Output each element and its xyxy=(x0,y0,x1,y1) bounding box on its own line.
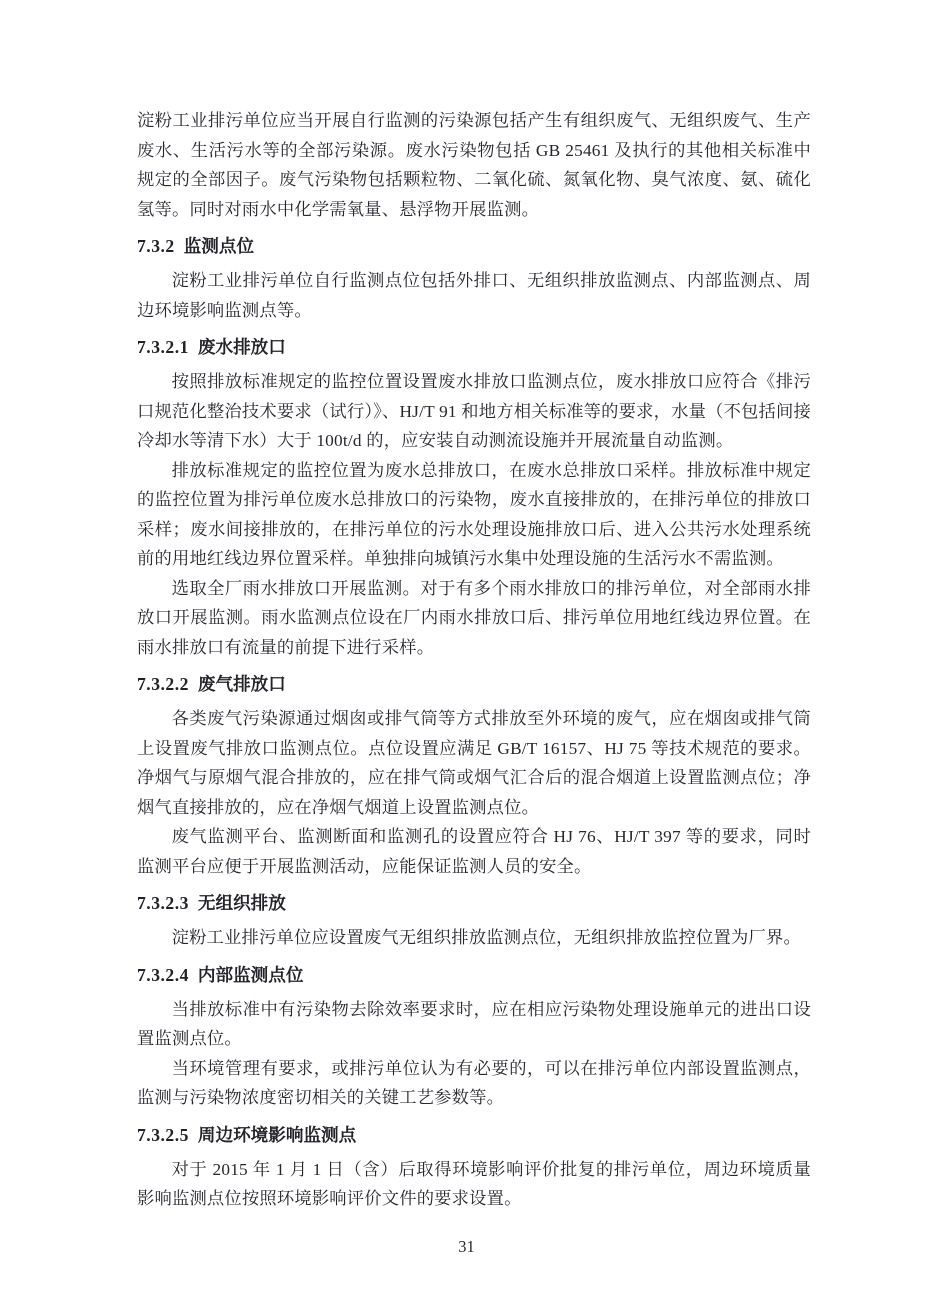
paragraph: 当排放标准中有污染物去除效率要求时，应在相应污染物处理设施单元的进出口设置监测点位。 xyxy=(137,999,811,1048)
paragraph: 排放标准规定的监控位置为废水总排放口，在废水总排放口采样。排放标准中规定的监控位置为排污单位废水总排放口的污染物，废水直接排放的，在排污单位的排放口采样；废水间接排放的，在排污单位的污水处理设施排放口后、进入公共污水处理系统前的用地红线边界位置采样。单独排向城镇污水集中处理设施的生活污水不需监测。 xyxy=(137,460,811,568)
page-number: 31 xyxy=(458,1237,475,1256)
section-heading-7-3-2-5 xyxy=(137,1122,811,1148)
intro-paragraph: 淀粉工业排污单位应当开展自行监测的污染源包括产生有组织废气、无组织废气、生产废水、生活污水等的全部污染源。废水污染物包括 GB 25461 及执行的其他相关标准中规定的全部因子。废气污染物包括颗粒物、二氧化硫、氮氧化物、臭气浓度、氨、硫化氢等。同时对雨水中化学需氧量、悬浮物开展监测。 xyxy=(137,111,811,219)
section-title: 周边环境影响监测点 xyxy=(197,1124,357,1145)
document-content xyxy=(137,106,811,1214)
paragraph: 淀粉工业排污单位应设置废气无组织排放监测点位，无组织排放监控位置为厂界。 xyxy=(171,928,801,947)
section-title: 废气排放口 xyxy=(197,674,286,694)
section-number: 7.3.2.2 xyxy=(137,674,189,694)
section-number: 7.3.2.4 xyxy=(137,964,189,985)
paragraph: 当环境管理有要求，或排污单位认为有必要的，可以在排污单位内部设置监测点，监测与污染物浓度密切相关的关键工艺参数等。 xyxy=(137,1058,811,1107)
section-heading-7-3-2 xyxy=(137,233,811,259)
section-heading-7-3-2-4 xyxy=(137,962,811,988)
page-footer xyxy=(0,1236,933,1258)
section-heading-7-3-2-2 xyxy=(137,671,811,697)
paragraph: 淀粉工业排污单位自行监测点位包括外排口、无组织排放监测点、内部监测点、周边环境影响监测点等。 xyxy=(137,271,811,320)
paragraph: 对于 2015 年 1 月 1 日（含）后取得环境影响评价批复的排污单位，周边环境质量影响监测点位按照环境影响评价文件的要求设置。 xyxy=(137,1159,811,1208)
section-title: 废水排放口 xyxy=(197,337,286,357)
section-number: 7.3.2.1 xyxy=(137,337,189,357)
section-title: 监测点位 xyxy=(183,236,255,256)
section-heading-7-3-2-3 xyxy=(137,890,811,916)
paragraph: 废气监测平台、监测断面和监测孔的设置应符合 HJ 76、HJ/T 397 等的要求，同时监测平台应便于开展监测活动，应能保证监测人员的安全。 xyxy=(137,827,811,876)
section-title: 内部监测点位 xyxy=(197,964,304,985)
paragraph: 选取全厂雨水排放口开展监测。对于有多个雨水排放口的排污单位，对全部雨水排放口开展监测。雨水监测点位设在厂内雨水排放口后、排污单位用地红线边界位置。在雨水排放口有流量的前提下进行采样。 xyxy=(137,578,811,657)
section-number: 7.3.2.3 xyxy=(137,893,189,913)
section-number: 7.3.2 xyxy=(137,236,175,256)
section-number: 7.3.2.5 xyxy=(137,1124,189,1145)
paragraph: 各类废气污染源通过烟囱或排气筒等方式排放至外环境的废气，应在烟囱或排气筒上设置废气排放口监测点位。点位设置应满足 GB/T 16157、HJ 75 等技术规范的要求。净烟气与原烟气混合排放的，应在排气筒或烟气汇合后的混合烟道上设置监测点位；净烟气直接排放的，应在净烟气烟道上设置监测点位。 xyxy=(137,709,811,817)
section-title: 无组织排放 xyxy=(197,893,286,913)
section-heading-7-3-2-1 xyxy=(137,334,811,360)
paragraph: 按照排放标准规定的监控位置设置废水排放口监测点位，废水排放口应符合《排污口规范化整治技术要求（试行）》、HJ/T 91 和地方相关标准等的要求，水量（不包括间接冷却水等清下水）大于 100t/d 的，应安装自动测流设施并开展流量自动监测。 xyxy=(137,372,811,450)
